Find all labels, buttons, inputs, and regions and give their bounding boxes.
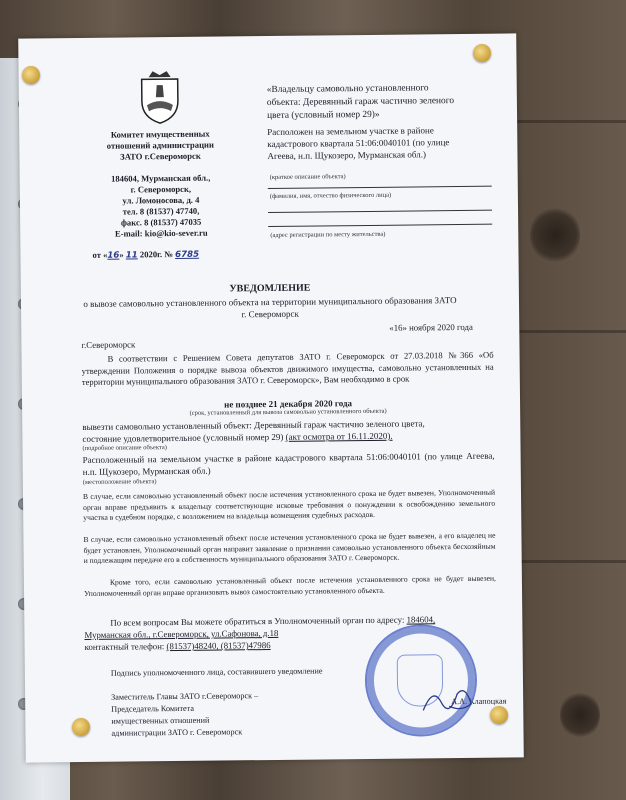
sender-email: E-mail: kio@kio-sever.ru [114, 227, 208, 239]
signature-label: Подпись уполномоченного лица, составившего уведомление [110, 666, 323, 678]
handwritten-signature [419, 680, 479, 721]
notice-subtitle-2: г. Североморск [241, 308, 299, 320]
signatory-line-3: имущественных отношений [111, 715, 210, 726]
paragraph-1: В соответствии с Решением Совета депутатов ЗАТО г. Североморск от 27.03.2018 №366 «Об утверждении Положения о порядке вывоза объектов движимого имущества, самовольно установленных на территории муниципального образования ЗАТО г. Североморск», Вам необходимо в срок [81, 349, 494, 388]
hint-address: (адрес регистрации по месту жительства) [270, 230, 386, 239]
recipient-line-3: цвета (условный номер 29)» [266, 109, 380, 122]
signer-name: А.А. Клапоцкая [451, 696, 507, 707]
hint-location: (местоположение объекта) [82, 478, 157, 486]
sender-address-3: ул. Ломоносова, д. 4 [122, 194, 200, 206]
recipient-line-4: Расположен на земельном участке в районе [267, 125, 434, 138]
deadline: не позднее 21 декабря 2020 года [224, 398, 353, 410]
notice-city: г.Североморск [81, 339, 136, 350]
paragraph-4: В случае, если самовольно установленный объект после истечения установленного срока не будет вывезен, Уполномоченный орган вправе предъявить к владельцу соответствующие исковые требования о понуждении к освобождению земельного участка в судебном порядке, с возложением на владельца возмещения судебных расходов. [82, 487, 496, 523]
pushpin-icon [22, 66, 40, 84]
outgoing-date: от «16» 11 2020г. № 6785 [92, 249, 200, 261]
sender-org-2: отношений администрации [106, 139, 214, 151]
sender-org-1: Комитет имущественных [110, 128, 210, 140]
sender-fax: факс. 8 (81537) 47035 [120, 216, 202, 228]
pushpin-icon [72, 718, 90, 736]
pushpin-icon [490, 706, 508, 724]
hint-object-short: (краткое описание объекта) [269, 173, 346, 182]
paragraph-2a: вывезти самовольно установленный объект: Деревянный гараж частично зеленого цвета, [82, 418, 425, 432]
sender-phone: тел. 8 (81537) 47740, [122, 205, 200, 217]
contact-address: Мурманская обл., г.Североморск, ул.Сафонова, д.18 [84, 627, 279, 640]
recipient-line-1: «Владельцу самовольно установленного [266, 83, 429, 96]
signatory-line-4: администрации ЗАТО г. Североморск [111, 727, 243, 738]
pushpin-icon [473, 44, 491, 62]
notice-subtitle-1: о вывозе самовольно установленного объекта на территории муниципального образования ЗАТО [83, 295, 457, 309]
deadline-hint: (срок, установленный для вывоза самовольно установленного объекта) [189, 407, 387, 417]
paragraph-5: В случае, если самовольно установленный объект после истечения установленного срока не будет вывезен, а его владелец не будет установлен, Уполномоченный орган направит заявление о признании самовольно установленного объекта бесхозяйным и подлежащим передаче его в собственность муниципального образования ЗАТО г. Североморск. [83, 530, 496, 566]
wood-knot [530, 205, 580, 265]
signatory-line-1: Заместитель Главы ЗАТО г.Североморск – [111, 691, 259, 702]
signatory-line-2: Председатель Комитета [111, 703, 194, 714]
sender-address-2: г. Североморск, [130, 183, 192, 195]
paragraph-3: Расположенный на земельном участке в районе кадастрового квартала 51:06:0040101 (по улице Агеева, н.п. Щукозеро, Мурманская обл.) [82, 450, 495, 478]
recipient-line-2: объекта: Деревянный гараж частично зеленого [266, 96, 455, 109]
notice-date: «16» ноября 2020 года [389, 321, 473, 333]
paragraph-7: По всем вопросам Вы можете обратиться в Уполномоченный орган по адресу: 184604, [110, 614, 436, 628]
sender-address-1: 184604, Мурманская обл., [110, 172, 211, 184]
sender-org-3: ЗАТО г.Североморск [120, 150, 201, 162]
notice-title: УВЕДОМЛЕНИЕ [229, 282, 311, 295]
recipient-line-6: Агеева, н.п. Щукозеро, Мурманская обл.) [267, 149, 427, 162]
paragraph-6: Кроме того, если самовольно установленный объект после истечения установленного срока не будет вывезен, Уполномоченный орган вправе организовать вывоз самостоятельно установленного объекта. [83, 573, 496, 598]
contact-phone: контактный телефон: (81537)48240, (81537)47986 [84, 640, 271, 652]
wood-knot [560, 690, 600, 740]
paragraph-2b: состояние удовлетворительное (условный номер 29) (акт осмотра от 16.11.2020). [82, 430, 393, 444]
coat-of-arms-icon [137, 67, 184, 125]
notice-paper [18, 33, 524, 762]
recipient-line-5: кадастрового квартала 51:06:0040101 (по улице [267, 137, 450, 150]
hint-owner-name: (фамилия, имя, отчество физического лица) [269, 191, 392, 201]
hint-object-full: (подробное описание объекта) [82, 444, 167, 452]
